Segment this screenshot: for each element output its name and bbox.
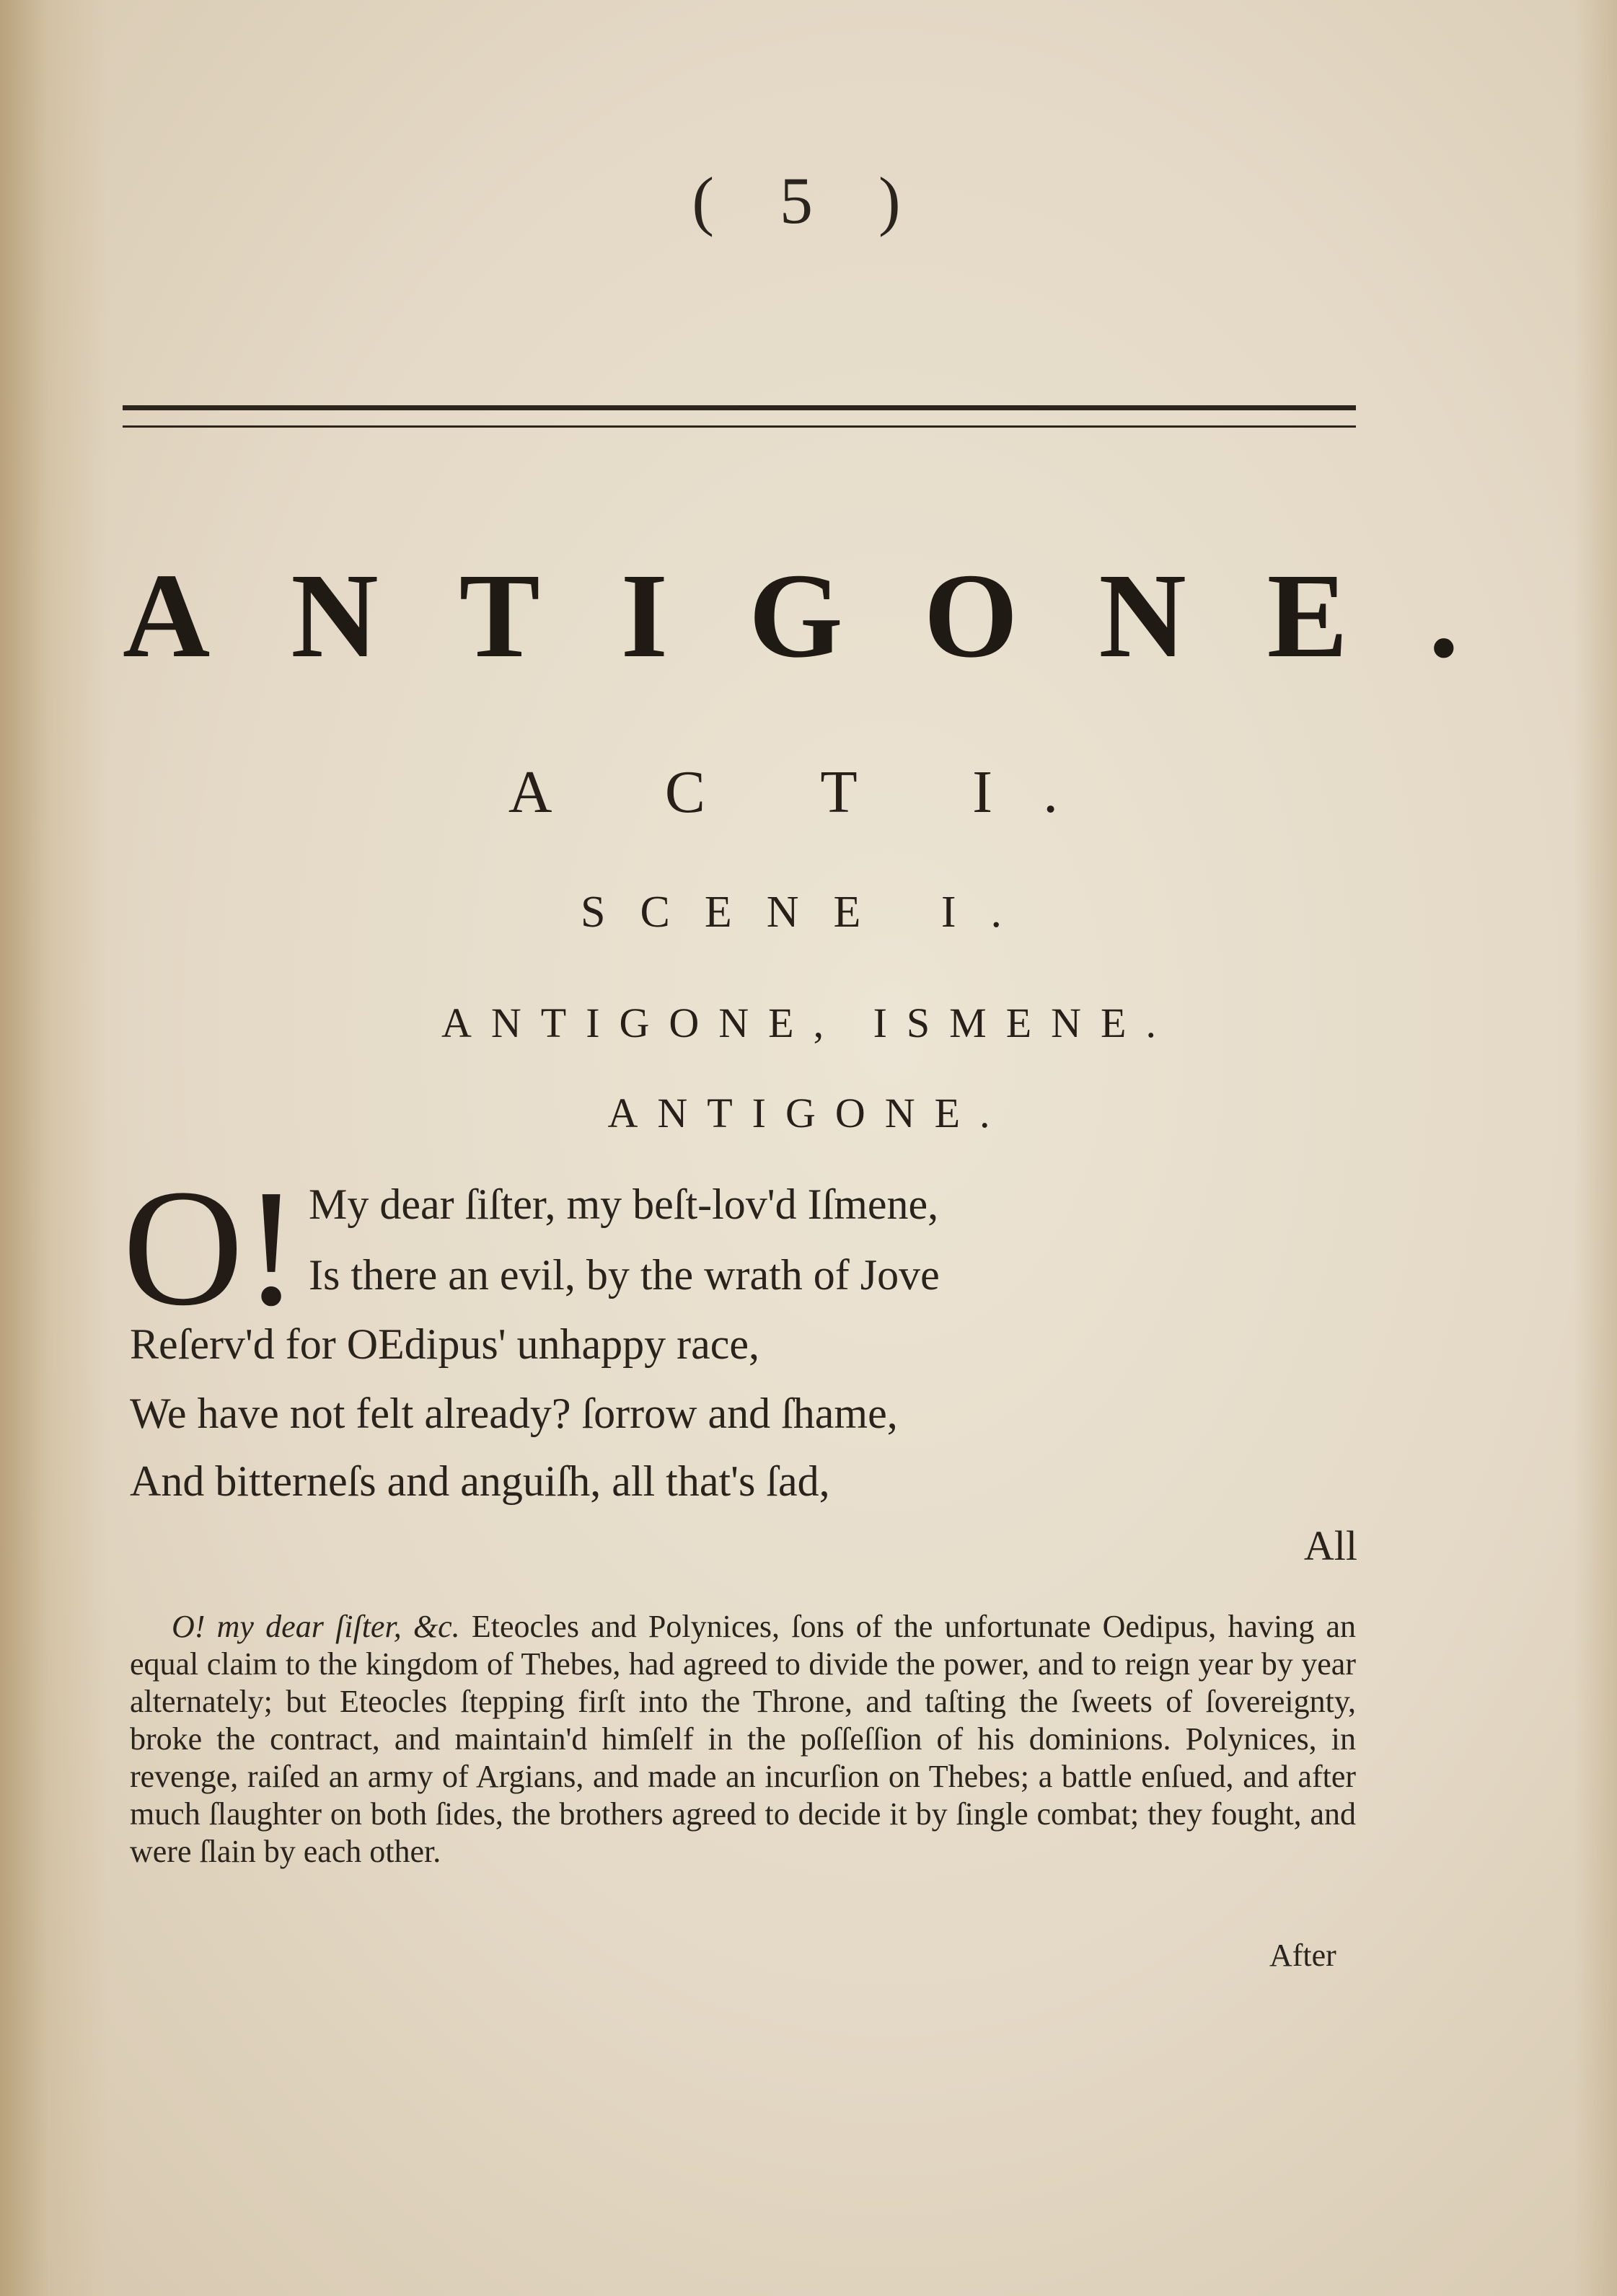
act-heading: A C T I. xyxy=(508,759,1109,826)
footnote xyxy=(130,1608,1356,1871)
verse-line: We have not felt already? ſorrow and ſhame, xyxy=(130,1390,898,1437)
verse-line: And bitterneſs and anguiſh, all that's ſad, xyxy=(130,1457,830,1505)
header-rule-thick xyxy=(123,405,1356,410)
footnote-catchword: After xyxy=(1269,1938,1336,1973)
footnote-lead: O! my dear ſiſter, &c. xyxy=(172,1609,460,1644)
footnote-text: Eteocles and Polynices, ſons of the unfortunate Oedipus, having an equal claim to the kingdom of Thebes, had agreed to divide the power, and to reign year by year alternately; but Eteocles ſtepping firſt into the Throne, and taſting the ſweets of ſovereignty, broke the contract, and maintain'd himſelf in the poſſeſſion of his dominions. Polynices, in revenge, raiſed an army of Argians, and made an incurſion on Thebes; a battle enſued, and after much ſlaughter on both ſides, the brothers agreed to decide it by ſingle combat; they fought, and were ſlain by each other. xyxy=(130,1609,1357,1869)
header-rule-thin xyxy=(123,425,1356,428)
verse-catchword: All xyxy=(1303,1522,1357,1569)
verse-line: My dear ſiſter, my beſt-lov'd Iſmene, xyxy=(309,1180,939,1228)
speaker-name: ANTIGONE. xyxy=(607,1090,1010,1136)
verse-line: Is there an evil, by the wrath of Jove xyxy=(309,1251,940,1299)
play-title: ANTIGONE. xyxy=(123,549,1540,683)
page-number: ( 5 ) xyxy=(692,164,925,237)
verse-line: Reſerv'd for OEdipus' unhappy race, xyxy=(130,1320,760,1368)
characters-heading: ANTIGONE, ISMENE. xyxy=(441,999,1176,1046)
scene-heading: SCENE I. xyxy=(581,888,1036,937)
drop-cap: O! xyxy=(123,1155,299,1341)
